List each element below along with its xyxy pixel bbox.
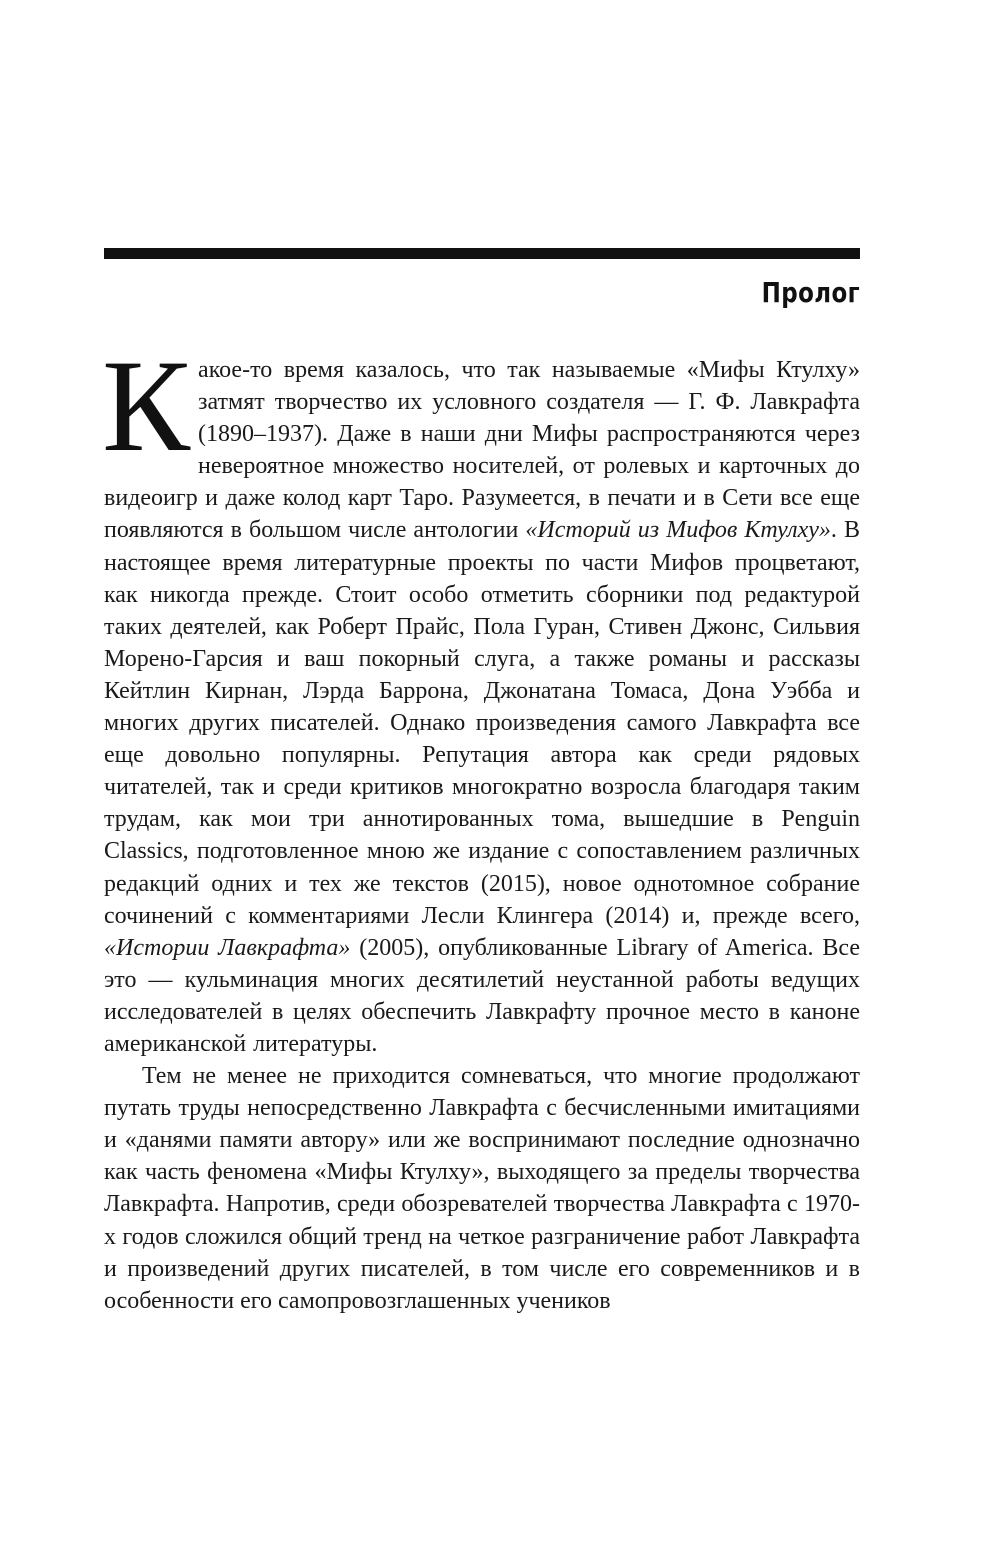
paragraph-1-italic-1: «Историй из Мифов Ктулху» [525,517,831,544]
chapter-rule [104,248,860,259]
drop-cap: К [102,332,191,479]
paragraph-1-text-1: акое-то время казалось, что так называемые «Мифы Ктулху» затмят творчество их условного создателя — Г. Ф. Лавкрафта (1890–1937). Даже в наши дни Мифы распространяются через невероятное множество носителей, от ролевых и карточных до видеоигр и даже колод карт Таро. Разумеется, в печати и в Сети все еще появляются в большом числе антологии [104,357,860,544]
paragraph-1-text-2: . В настоящее время литературные проекты по части Мифов процветают, как никогда прежде. Стоит особо отметить сборники под редактурой таких деятелей, как Роберт Прайс, Пола Гуран, Стивен Джонс, Сильвия Морено-Гарсия и ваш покорный слуга, а также романы и рассказы Кейтлин Кирнан, Лэрда Баррона, Джонатана Томаса, Дона Уэбба и многих других писателей. Однако произведения самого Лавкрафта все еще довольно популярны. Репутация автора как среди рядовых читателей, так и среди критиков многократно возросла благодаря таким трудам, как мои три аннотированных тома, вышедшие в Penguin Classics, подготовленное мною же издание с сопоставлением различных редакций одних и тех же текстов (2015), новое однотомное собрание сочинений с комментариями Лесли Клингера (2014) и, прежде всего, [104,517,860,929]
body-text [102,332,861,1317]
paragraph-1-italic-2: «Истории Лавкрафта» [104,934,351,961]
paragraph-1 [102,332,861,1060]
chapter-title: Пролог [761,276,860,309]
paragraph-2: Тем не менее не приходится сомневаться, что многие продолжают путать труды непосредственно Лавкрафта с бесчисленными имитациями и «данями памяти автору» или же воспринимают последние однозначно как часть феномена «Мифы Ктулху», выходящего за пределы творчества Лавкрафта. Напротив, среди обозревателей творчества Лавкрафта с 1970-х годов сложился общий тренд на четкое разграничение работ Лавкрафта и произведений других писателей, в том числе его современников и в особенности его самопровозглашенных учеников [104,1063,860,1314]
paragraph-1-text-3: (2005), опубликованные Library of America. Все это — кульминация многих десятилетий неустанной работы ведущих исследователей в целях обеспечить Лавкрафту прочное место в каноне американской литературы. [104,934,861,1057]
